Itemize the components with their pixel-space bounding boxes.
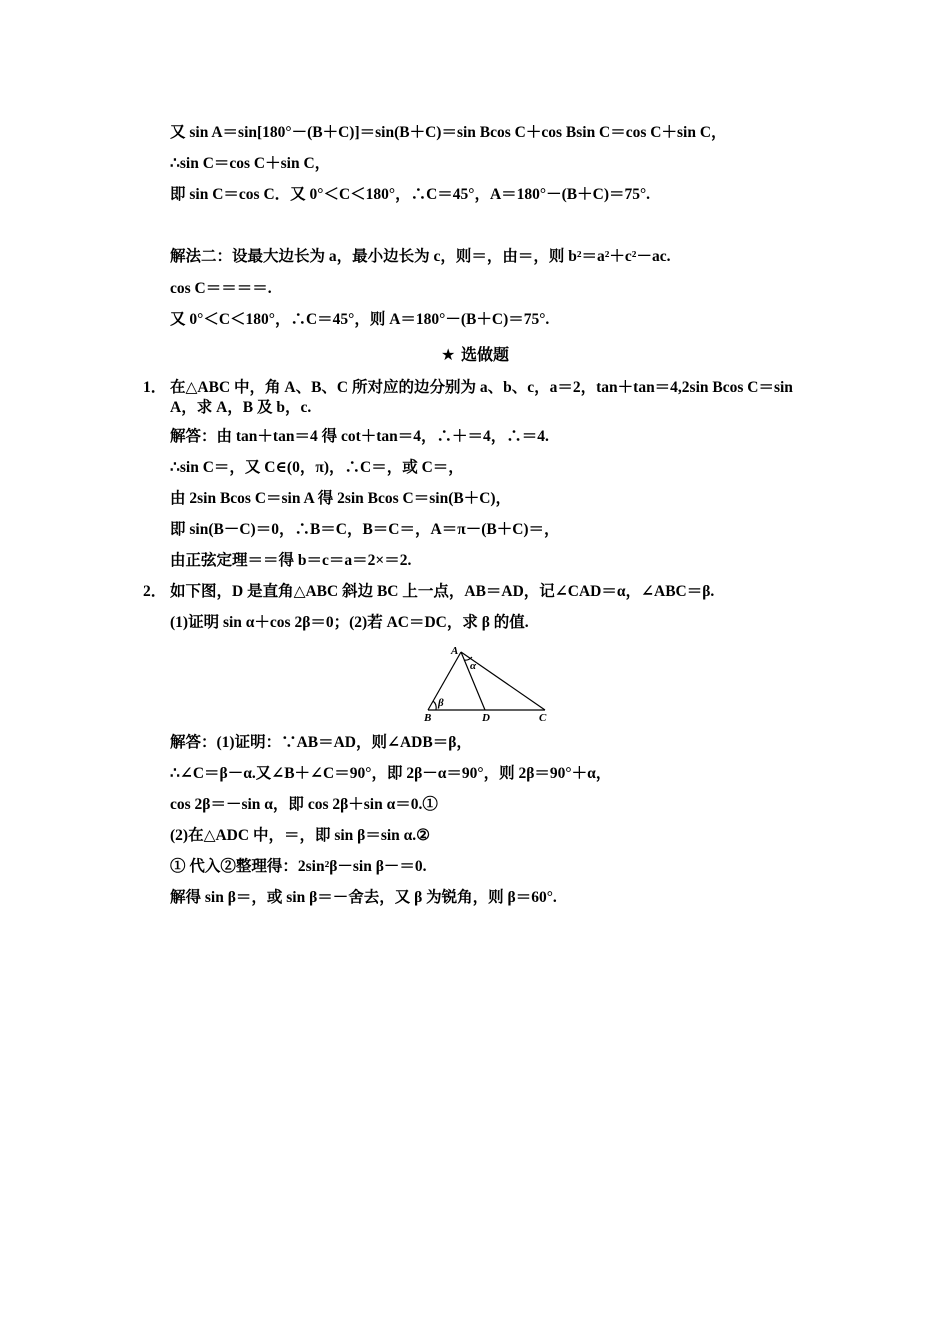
problem2-number: 2．: [143, 583, 167, 600]
solution2-line-1: 解法二：设最大边长为 a，最小边长为 c，则＝，由＝，则 b²＝a²＋c²－ac.: [170, 248, 671, 265]
label-d: D: [482, 712, 490, 724]
triangle-figure: [420, 643, 555, 725]
section-heading: ★ 选做题: [441, 345, 509, 364]
problem1-answer-line-2: ∴sin C＝，又 C∈(0，π)，∴C＝，或 C＝，: [170, 459, 464, 476]
solution1-line-3: 即 sin C＝cos C．又 0°＜C＜180°，∴C＝45°，A＝180°－(B＋C)＝75°.: [170, 186, 651, 203]
problem1-answer-line-4: 即 sin(B－C)＝0，∴B＝C，B＝C＝，A＝π－(B＋C)＝，: [170, 521, 560, 538]
solution2-line-3: 又 0°＜C＜180°，∴C＝45°，则 A＝180°－(B＋C)＝75°.: [170, 311, 550, 328]
triangle-lines: [428, 652, 545, 710]
problem1-statement: 在△ABC 中，角 A、B、C 所对应的边分别为 a、b、c，a＝2，tan＋tan＝4,2sin Bcos C＝sin A，求 A，B 及 b，c.: [170, 379, 793, 416]
problem2-answer-line-2: ∴∠C＝β－α.又∠B＋∠C＝90°，即 2β－α＝90°，则 2β＝90°＋α，: [170, 765, 612, 782]
problem2-statement: 如下图，D 是直角△ABC 斜边 BC 上一点，AB＝AD，记∠CAD＝α，∠ABC＝β.: [170, 583, 715, 600]
label-alpha: α: [470, 660, 477, 672]
beta-arc: [433, 701, 436, 710]
problem2-answer-line-4: (2)在△ADC 中，＝，即 sin β＝sin α.②: [170, 827, 431, 844]
problem2-parts: (1)证明 sin α＋cos 2β＝0；(2)若 AC＝DC，求 β 的值.: [170, 614, 529, 631]
problem1-answer-line-3: 由 2sin Bcos C＝sin A 得 2sin Bcos C＝sin(B＋C)，: [170, 490, 512, 507]
label-beta: β: [438, 697, 444, 709]
solution2-line-2: cos C＝＝＝＝.: [170, 280, 272, 297]
problem1-number: 1．: [143, 379, 167, 396]
problem1-answer-line-1: 解答：由 tan＋tan＝4 得 cot＋tan＝4，∴＋＝4，∴＝4.: [170, 428, 549, 445]
problem1-answer-line-5: 由正弦定理＝＝得 b＝c＝a＝2×＝2.: [170, 552, 412, 569]
label-c: C: [539, 712, 547, 724]
problem2-answer-line-3: cos 2β＝－sin α，即 cos 2β＋sin α＝0.①: [170, 796, 438, 813]
solution1-line-2: ∴sin C＝cos C＋sin C，: [170, 155, 331, 172]
label-b: B: [424, 712, 432, 724]
problem2-answer-line-5: ① 代入②整理得：2sin²β－sin β－＝0.: [170, 858, 427, 875]
problem2-answer-line-6: 解得 sin β＝，或 sin β＝－舍去，又 β 为锐角，则 β＝60°.: [170, 889, 557, 906]
solution1-line-1: 又 sin A＝sin[180°－(B＋C)]＝sin(B＋C)＝sin Bcos C＋cos Bsin C＝cos C＋sin C，: [170, 124, 727, 141]
label-a: A: [451, 645, 459, 657]
problem2-answer-line-1: 解答：(1)证明：∵AB＝AD，则∠ADB＝β，: [170, 734, 472, 751]
